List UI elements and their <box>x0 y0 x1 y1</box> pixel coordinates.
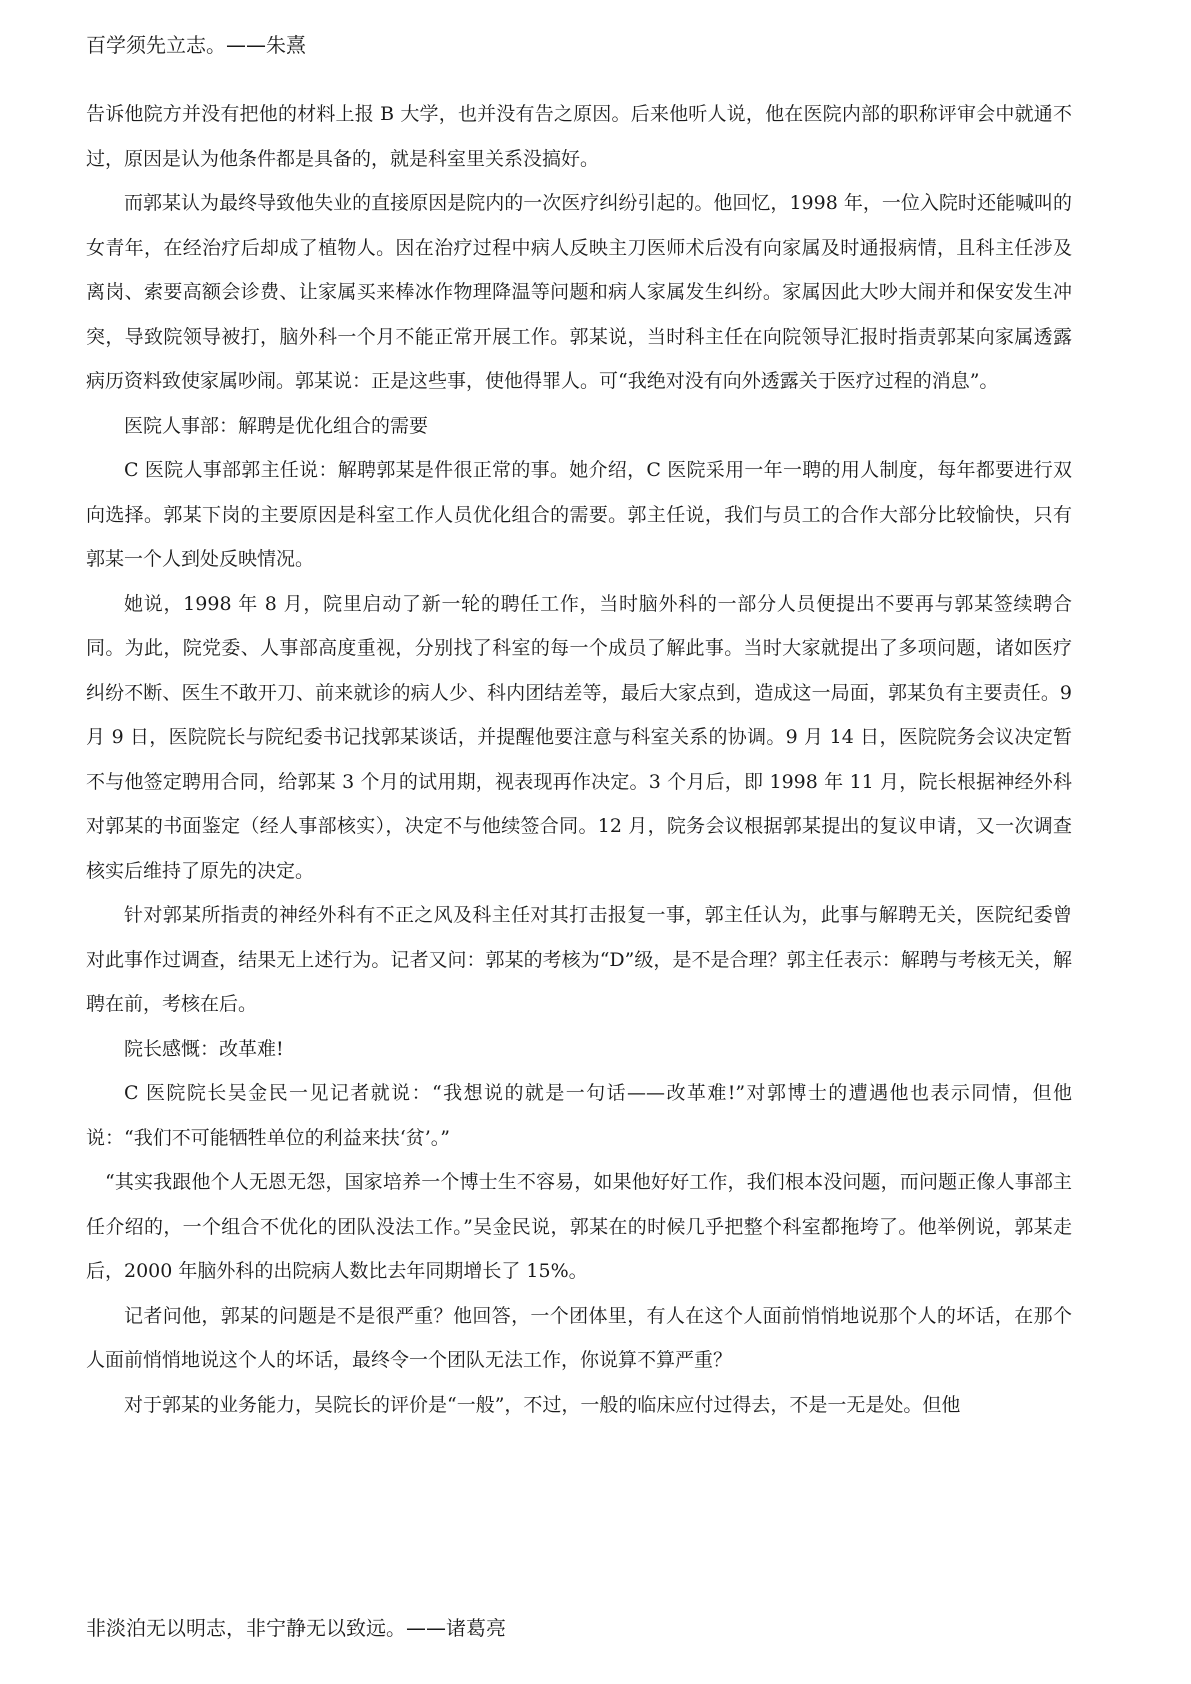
paragraph: 针对郭某所指责的神经外科有不正之风及科主任对其打击报复一事，郭主任认为，此事与解聘无关，医院纪委曾对此事作过调查，结果无上述行为。记者又问：郭某的考核为“D”级，是不是合理？郭主任表示：解聘与考核无关，解聘在前，考核在后。 <box>86 904 1072 1015</box>
paragraph: 记者问他，郭某的问题是不是很严重？他回答，一个团体里，有人在这个人面前悄悄地说那个人的坏话，在那个人面前悄悄地说这个人的坏话，最终令一个团队无法工作，你说算不算严重？ <box>86 1304 1072 1371</box>
article-body <box>86 92 1072 1427</box>
footer-quote: 非淡泊无以明志，非宁静无以致远。——诸葛亮 <box>86 1616 506 1640</box>
header-quote: 百学须先立志。——朱熹 <box>86 33 306 57</box>
paragraph: 她说，1998 年 8 月，院里启动了新一轮的聘任工作，当时脑外科的一部分人员便提出不要再与郭某签续聘合同。为此，院党委、人事部高度重视，分别找了科室的每一个成员了解此事。当时大家就提出了多项问题，诸如医疗纠纷不断、医生不敢开刀、前来就诊的病人少、科内团结差等，最后大家点到，造成这一局面，郭某负有主要责任。9 月 9 日，医院院长与院纪委书记找郭某谈话，并提醒他要注意与科室关系的协调。9 月 14 日，医院院务会议决定暂不与他签定聘用合同，给郭某 3 个月的试用期，视表现再作决定。3 个月后，即 1998 年 11 月，院长根据神经外科对郭某的书面鉴定（经人事部核实），决定不与他续签合同。12 月，院务会议根据郭某提出的复议申请，又一次调查核实后维持了原先的决定。 <box>86 592 1072 882</box>
section-heading: 院长感慨：改革难! <box>124 1037 284 1060</box>
paragraph: 告诉他院方并没有把他的材料上报 B 大学，也并没有告之原因。后来他听人说，他在医院内部的职称评审会中就通不过，原因是认为他条件都是具备的，就是科室里关系没搞好。 <box>86 103 1072 170</box>
paragraph: 对于郭某的业务能力，吴院长的评价是“一般”，不过，一般的临床应付过得去，不是一无是处。但他 <box>124 1393 961 1416</box>
paragraph: 而郭某认为最终导致他失业的直接原因是院内的一次医疗纠纷引起的。他回忆，1998 年，一位入院时还能喊叫的女青年，在经治疗后却成了植物人。因在治疗过程中病人反映主刀医师术后没有向家属及时通报病情，且科主任涉及离岗、索要高额会诊费、让家属买来棒冰作物理降温等问题和病人家属发生纠纷。家属因此大吵大闹并和保安发生冲突，导致院领导被打，脑外科一个月不能正常开展工作。郭某说，当时科主任在向院领导汇报时指责郭某向家属透露病历资料致使家属吵闹。郭某说：正是这些事，使他得罪人。可“我绝对没有向外透露关于医疗过程的消息”。 <box>86 192 1072 392</box>
paragraph: “其实我跟他个人无恩无怨，国家培养一个博士生不容易，如果他好好工作，我们根本没问题，而问题正像人事部主任介绍的，一个组合不优化的团队没法工作。”吴金民说，郭某在的时候几乎把整个科室都拖垮了。他举例说，郭某走后，2000 年脑外科的出院病人数比去年同期增长了 15%。 <box>86 1171 1072 1282</box>
paragraph: C 医院人事部郭主任说：解聘郭某是件很正常的事。她介绍，C 医院采用一年一聘的用人制度，每年都要进行双向选择。郭某下岗的主要原因是科室工作人员优化组合的需要。郭主任说，我们与员工的合作大部分比较愉快，只有郭某一个人到处反映情况。 <box>86 459 1072 570</box>
section-heading: 医院人事部：解聘是优化组合的需要 <box>124 414 429 437</box>
paragraph: C 医院院长吴金民一见记者就说：“我想说的就是一句话——改革难!”对郭博士的遭遇他也表示同情，但他说：“我们不可能牺牲单位的利益来扶‘贫’。” <box>86 1082 1072 1149</box>
